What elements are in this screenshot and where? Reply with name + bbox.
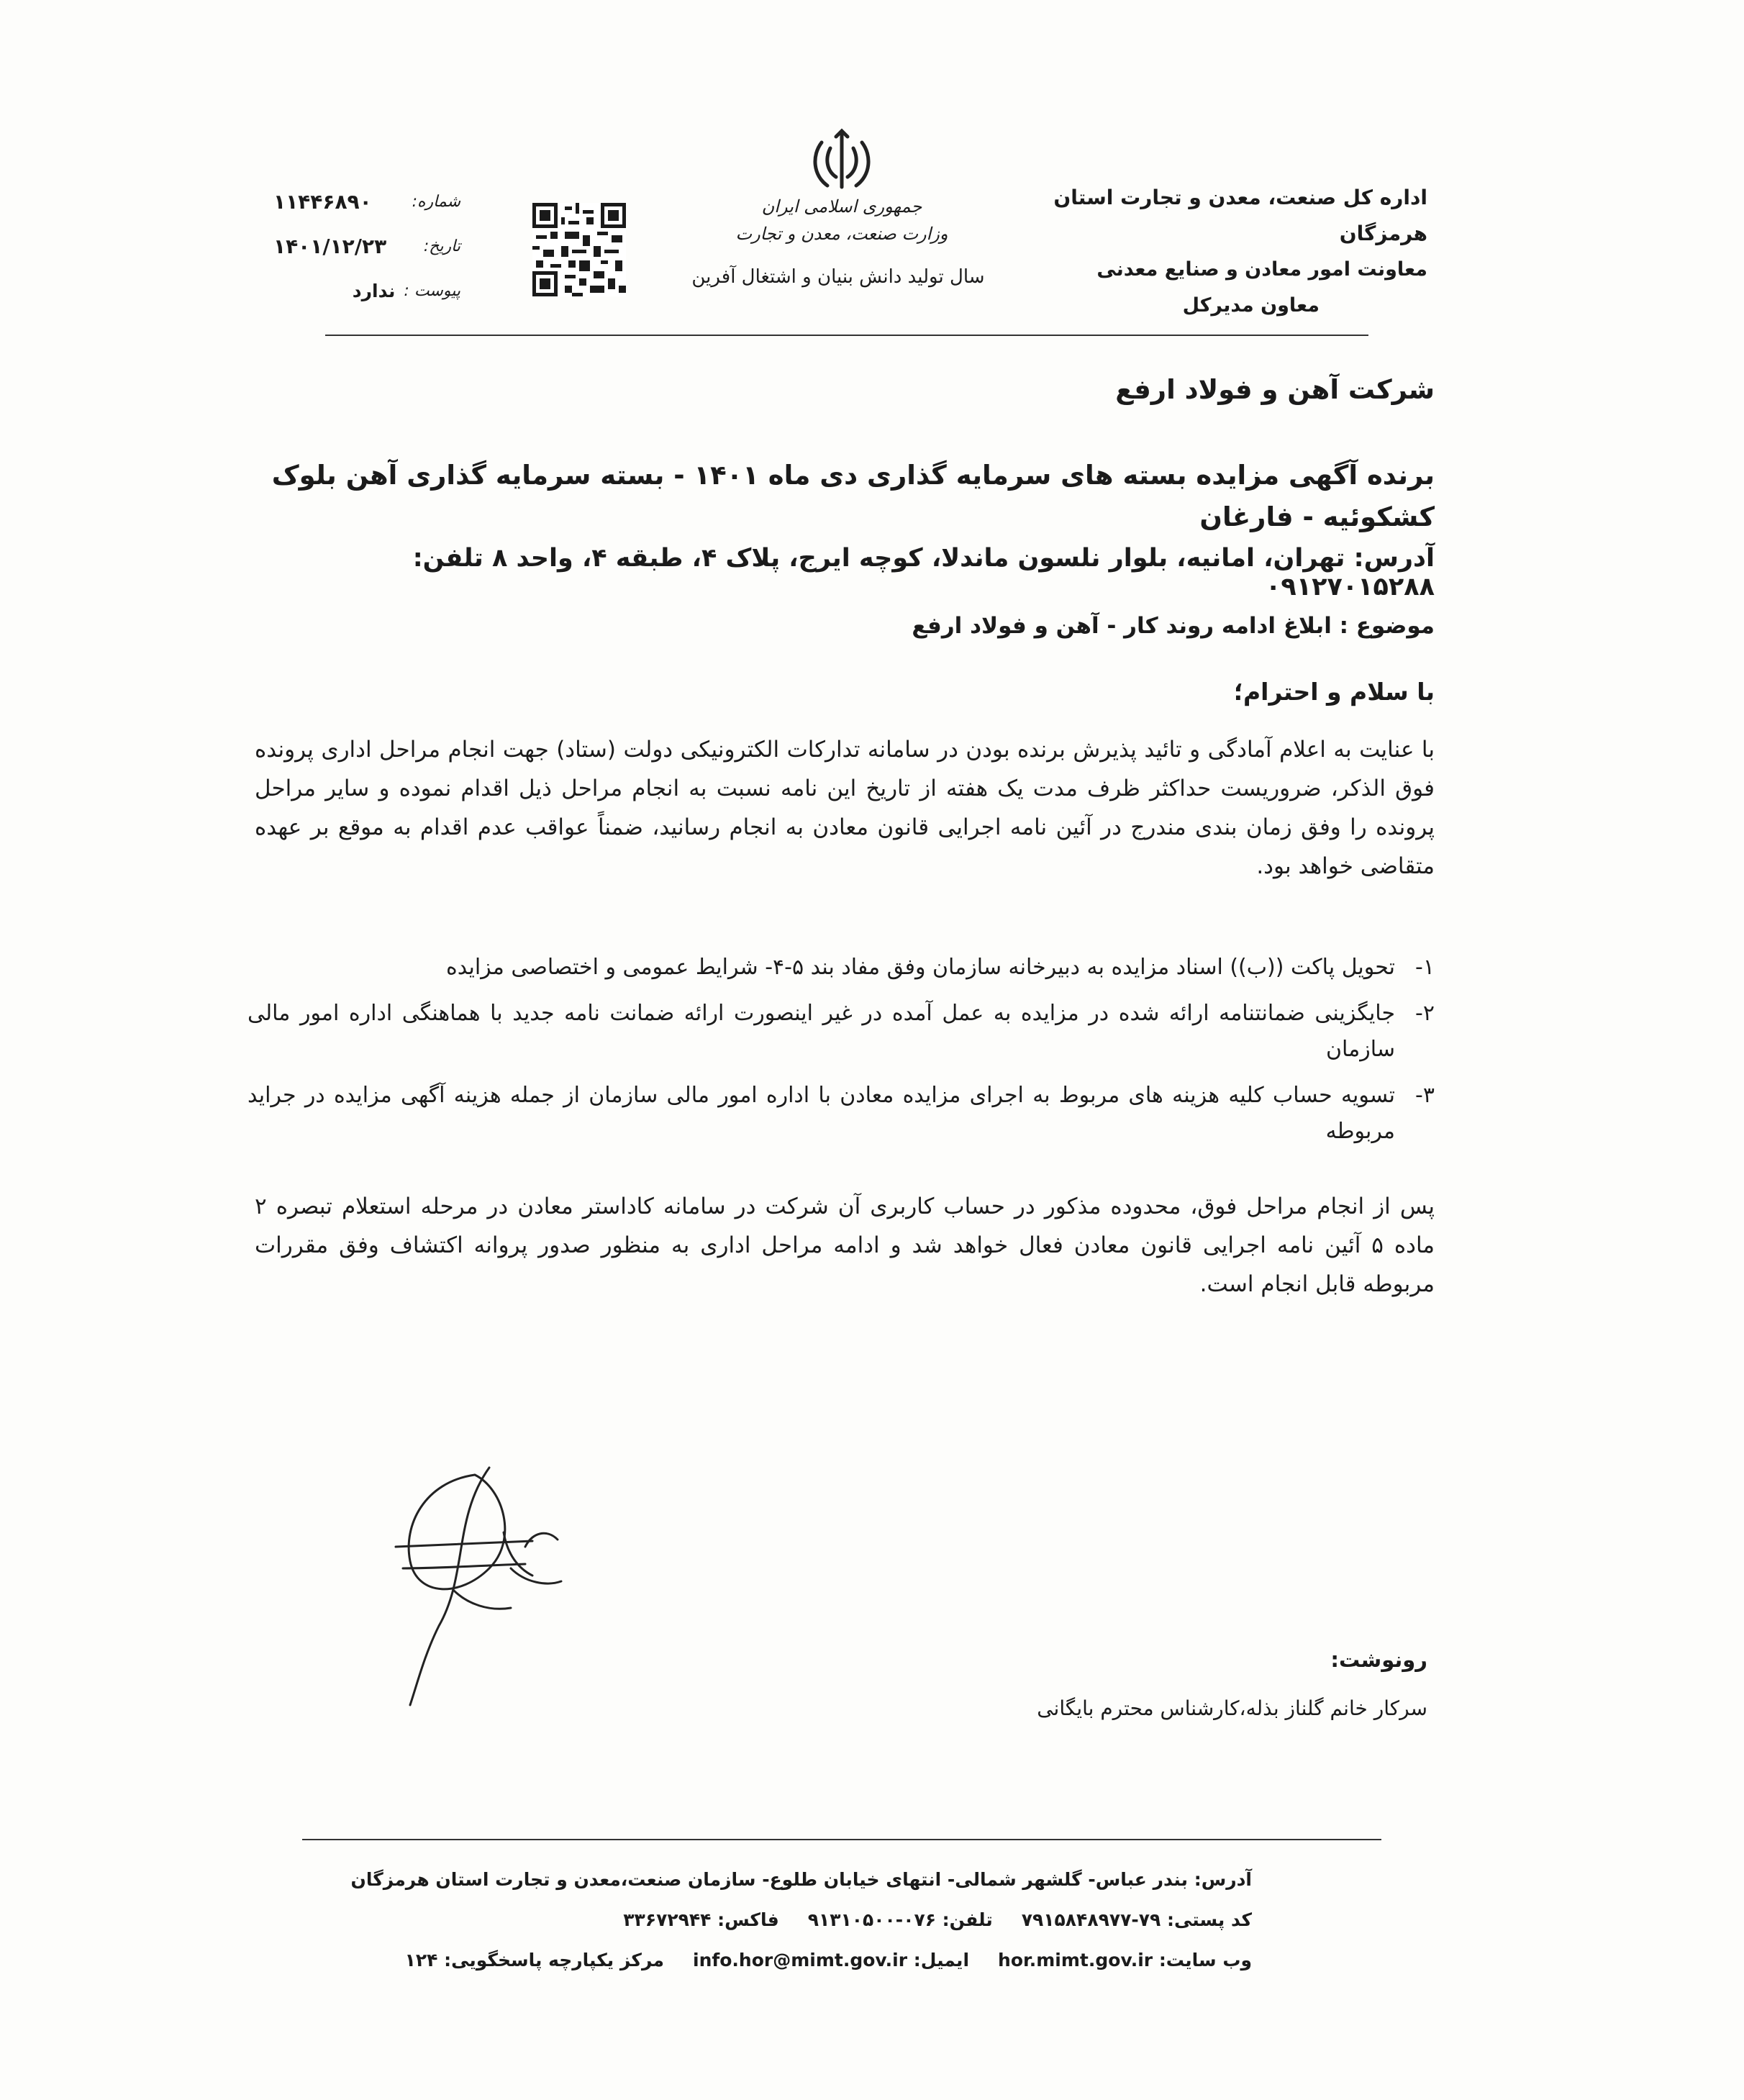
header-divider <box>325 335 1368 336</box>
qr-code-icon[interactable] <box>532 203 626 296</box>
date-label: تاریخ: <box>423 237 460 255</box>
letter-number: ۱۱۴۴۶۸۹۰ <box>273 190 372 214</box>
org-header <box>1025 180 1427 324</box>
footer-divider <box>302 1839 1381 1840</box>
call-center: مرکز یکپارچه پاسخگویی: ۱۲۴ <box>404 1950 664 1971</box>
website-label: وب سایت: <box>1158 1950 1252 1971</box>
iran-emblem-icon <box>806 128 878 194</box>
greeting: با سلام و احترام؛ <box>1233 678 1435 706</box>
item-number: ۳- <box>1415 1083 1435 1108</box>
item-text: تسویه حساب کلیه هزینه های مربوط به اجرای مزایده معادن با اداره امور مالی سازمان از جمله هزینه آگهی مزایده در جراید مربوطه <box>247 1083 1395 1144</box>
number-label: شماره: <box>412 193 460 211</box>
item-number: ۱- <box>1415 955 1435 980</box>
item-number: ۲- <box>1415 1001 1435 1026</box>
website-link[interactable]: hor.mimt.gov.ir <box>998 1950 1153 1971</box>
footer-phone[interactable]: تلفن: ۰۷۶-۹۱۳۱۰۵۰۰ <box>807 1909 993 1930</box>
attachment-label: پیوست : <box>404 282 460 300</box>
footer-contact-row <box>417 1900 1252 1940</box>
footer-address: آدرس: بندر عباس- گلشهر شمالی- انتهای خیابان طلوع- سازمان صنعت،معدن و تجارت استان هرمزگان <box>350 1869 1252 1890</box>
body-paragraph-2: پس از انجام مراحل فوق، محدوده مذکور در حساب کاربری آن شرکت در سامانه کاداستر معادن در مرحله استعلام تبصره ۲ ماده ۵ آئین نامه اجرایی قانون معادن فعال خواهد شد و ادامه مراحل اداری به منظور صدور پروانه اکتشاف وفق مقررات مربوطه قابل انجام است. <box>255 1194 1435 1297</box>
cc-label: رونوشت: <box>1330 1647 1427 1672</box>
footer-postal-code: کد پستی: ۷۹-۷۹۱۵۸۴۸۹۷۷ <box>1021 1909 1252 1930</box>
letter-meta <box>273 180 460 314</box>
year-motto: سال تولید دانش بنیان و اشتغال آفرین <box>691 266 985 288</box>
org-line-3: معاون مدیرکل <box>1182 294 1320 317</box>
letter-subject: موضوع : ابلاغ ادامه روند کار - آهن و فولاد ارفع <box>912 613 1435 639</box>
footer-email-group <box>693 1940 969 1981</box>
handwritten-signature <box>381 1460 583 1712</box>
footer-address-row <box>350 1860 1252 1900</box>
action-items-list <box>247 950 1435 1160</box>
date-row <box>273 224 460 269</box>
org-line-1: اداره کل صنعت، معدن و تجارت استان هرمزگان <box>1053 186 1427 245</box>
attachment-row <box>273 269 460 314</box>
list-item <box>247 996 1435 1068</box>
email-link[interactable]: info.hor@mimt.gov.ir <box>693 1950 908 1971</box>
body-paragraph-1: با عنایت به اعلام آمادگی و تائید پذیرش برنده بودن در سامانه تدارکات الکترونیکی دولت (ستاد) جهت انجام مراحل اداری پرونده فوق الذکر، ضروریست حداکثر ظرف مدت یک هفته از تاریخ این نامه نسبت به انجام مراحل ذیل اقدام نموده و سایر مراحل پرونده را وفق زمان بندی مندرج در آئین نامه اجرایی قانون معادن به انجام رسانید، ضمناً عواقب عدم اقدام به موقع بر عهده متقاضی خواهد بود. <box>255 737 1435 879</box>
ministry-title <box>734 193 950 247</box>
ministry-line-1: جمهوری اسلامی ایران <box>761 196 922 217</box>
letter-date: ۱۴۰۱/۱۲/۲۳ <box>273 235 387 258</box>
recipient-address: آدرس: تهران، امانیه، بلوار نلسون ماندلا، کوچه ایرج، پلاک ۴، طبقه ۴، واحد ۸ تلفن: ۰۹۱۲۷۰۱۵۲۸۸ <box>412 544 1435 601</box>
attachment-value: ندارد <box>352 281 396 301</box>
footer-web-row <box>404 1940 1252 1981</box>
list-item <box>247 950 1435 986</box>
footer-website-group <box>998 1940 1252 1981</box>
footer <box>350 1860 1252 1981</box>
org-line-2: معاونت امور معادن و صنایع معدنی <box>1096 258 1427 281</box>
recipient-company: شرکت آهن و فولاد ارفع <box>1115 374 1435 405</box>
item-text: جایگزینی ضمانتنامه ارائه شده در مزایده به عمل آمده در غیر اینصورت ارائه ضمانت نامه جدید با هماهنگی اداره امور مالی سازمان <box>247 1001 1395 1062</box>
email-label: ایمیل: <box>913 1950 970 1971</box>
number-row <box>273 180 460 224</box>
recipient-title: برنده آگهی مزایده بسته های سرمایه گذاری دی ماه ۱۴۰۱ - بسته سرمایه گذاری آهن بلوک کشکوئیه - فارغان <box>271 460 1435 532</box>
footer-fax: فاکس: ۳۳۶۷۲۹۴۴ <box>623 1909 779 1930</box>
list-item <box>247 1078 1435 1150</box>
cc-recipient: سرکار خانم گلناز بذله،کارشناس محترم بایگانی <box>1037 1696 1427 1720</box>
item-text: تحویل پاکت ((ب)) اسناد مزایده به دبیرخانه سازمان وفق مفاد بند ۵-۴- شرایط عمومی و اختصاصی مزایده <box>446 955 1395 980</box>
ministry-line-2: وزارت صنعت، معدن و تجارت <box>735 224 948 244</box>
